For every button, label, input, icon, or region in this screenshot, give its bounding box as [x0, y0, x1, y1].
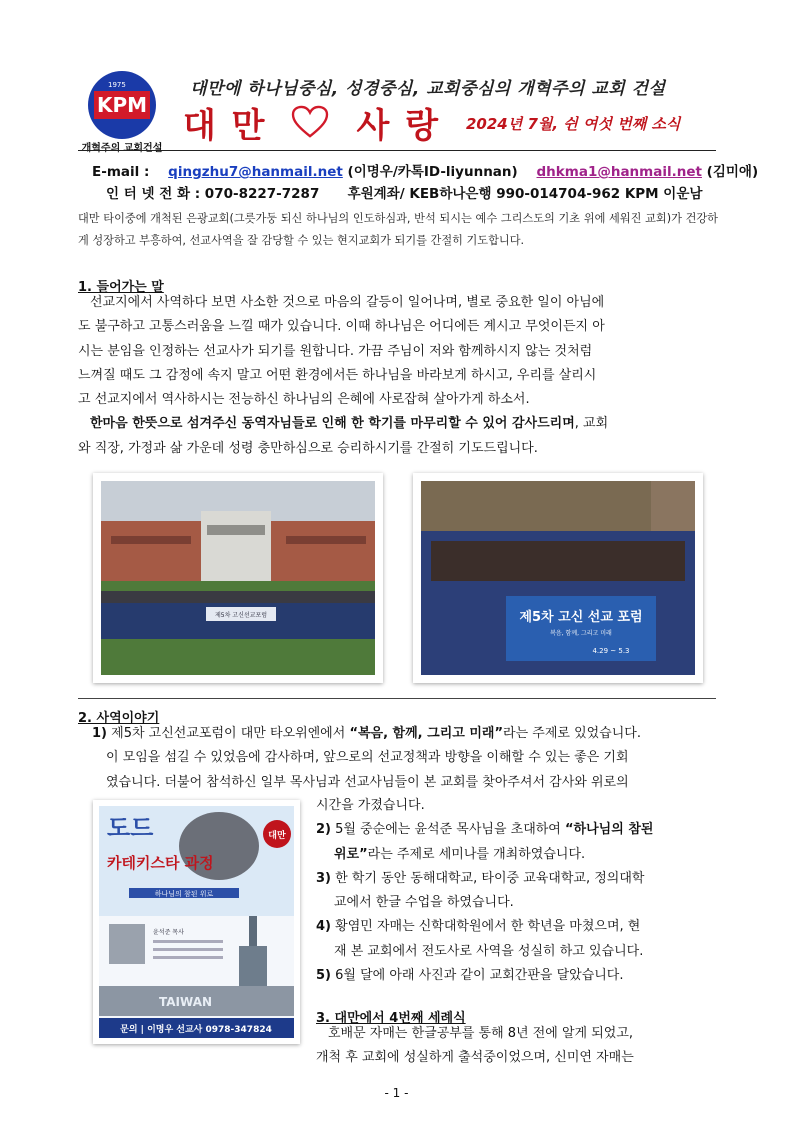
- email-line: [92, 160, 758, 180]
- svg-text:KPM: KPM: [96, 93, 148, 117]
- paragraph-line: 한마음 한뜻으로 섬겨주신 동역자님들로 인해 한 학기를 마무리할 수 있어 감사드리며, 교회: [90, 416, 609, 432]
- paragraph-line: 교에서 한글 수업을 하였습니다.: [334, 895, 514, 911]
- photo-forum-group-indoor: [413, 473, 703, 683]
- svg-text:TAIWAN: TAIWAN: [159, 995, 213, 1009]
- ministry-items-list: [316, 794, 718, 988]
- bold-thanks: 한마음 한뜻으로 섬겨주신 동역자님들로 인해 한 학기를 마무리할 수 있어 감사드리며: [90, 416, 575, 432]
- email-label: E-mail :: [92, 164, 150, 180]
- paragraph-line: 이 모임을 섬길 수 있었음에 감사하며, 앞으로의 선교정책과 방향을 이해할 수 있는 좋은 기회: [106, 750, 629, 766]
- phone-number: 인 터 넷 전 화 : 070-8227-7287: [106, 186, 320, 202]
- svg-text:4.29 ~ 5.3: 4.29 ~ 5.3: [592, 647, 630, 655]
- svg-text:카테키스타 과정: 카테키스타 과정: [107, 854, 214, 872]
- paragraph-line: 고 선교지에서 역사하시는 전능하신 하나님의 은혜에 사로잡혀 살아가게 하소서.: [78, 392, 530, 408]
- catechista-seminar-poster: [93, 800, 300, 1044]
- paragraph-line: 재 본 교회에서 전도사로 사역을 성실히 하고 있습니다.: [334, 943, 644, 959]
- section-heading-intro: 1. 들어가는 말: [78, 280, 164, 295]
- ministry-item-1: [92, 722, 718, 795]
- paragraph-line: 였습니다. 더불어 참석하신 일부 목사님과 선교사님들이 본 교회를 찾아주셔서 감사와 위로의: [106, 774, 629, 790]
- svg-text:복음, 함께, 그리고 미래: 복음, 함께, 그리고 미래: [550, 630, 612, 637]
- section-body-baptism: [316, 1022, 718, 1071]
- paragraph-line: 도 불구하고 고통스러움을 느낄 때가 있습니다. 이때 하나님은 어디에든 계시고 무엇이든지 아: [78, 319, 605, 335]
- newsletter-title: [183, 102, 441, 146]
- section-heading-baptism: 3. 대만에서 4번째 세례식: [316, 1011, 466, 1026]
- prayer-intro: 대만 타이중에 개척된 은광교회(그릇가둥 되신 하나님의 인도하심과, 반석 되시는 예수 그리스도의 기초 위에 세워진 교회)가 건강하게 성장하고 부흥하여, 선교사역을 잘 감당할 수 있는 현지교회가 되기를 간절히 기도합니다.: [78, 212, 718, 247]
- title-left: 대 만: [183, 105, 267, 146]
- heart-icon: [291, 105, 329, 139]
- email-link-1[interactable]: qingzhu7@hanmail.net: [168, 164, 343, 180]
- svg-text:문의 | 이명우 선교사 0978-347824: 문의 | 이명우 선교사 0978-347824: [120, 1025, 272, 1035]
- svg-text:1975: 1975: [108, 81, 126, 89]
- svg-text:대만: 대만: [268, 831, 286, 841]
- paragraph-line: 와 직장, 가정과 삶 가운데 성령 충만하심으로 승리하시기를 간절히 기도드립니다.: [78, 440, 538, 456]
- paragraph-line: 시간을 가졌습니다.: [316, 798, 425, 813]
- issue-info: 2024년 7월, 쉰 여섯 번째 소식: [466, 115, 681, 133]
- title-right: 사 랑: [356, 105, 441, 146]
- ministry-item-3: 3) 한 학기 동안 동해대학교, 타이중 교육대학교, 정의대학: [316, 870, 645, 886]
- paragraph-line: 위로”라는 주제로 세미나를 개최하였습니다.: [334, 846, 586, 862]
- header-divider: [78, 150, 716, 151]
- motto: 대만에 하나님중심, 성경중심, 교회중심의 개혁주의 교회 건설: [190, 79, 666, 99]
- paragraph-line: 시는 분임을 인정하는 선교사가 되기를 원합니다. 가끔 주님이 저와 함께하시지 않는 것처럼: [78, 343, 593, 359]
- email-owner-1: (이명우/카톡ID-liyunnan): [347, 164, 518, 180]
- ministry-item-4: 4) 황염민 자매는 신학대학원에서 한 학년을 마쳤으며, 현: [316, 919, 641, 935]
- section-heading-ministry: 2. 사역이야기: [78, 711, 160, 726]
- email-link-2[interactable]: dhkma1@hanmail.net: [536, 164, 702, 180]
- section-body-intro: [78, 291, 718, 461]
- svg-text:하나님의 참된 위로: 하나님의 참된 위로: [154, 890, 214, 898]
- paragraph-line: 호배문 자매는 한글공부를 통해 8년 전에 알게 되었고,: [328, 1026, 634, 1041]
- phone-account-line: [106, 182, 702, 202]
- paragraph-line: 느껴질 때도 그 감정에 속지 말고 어떤 환경에서든 하나님을 바라보게 하시고, 우리를 살리시: [78, 367, 597, 383]
- svg-text:제5차 고신 선교 포럼: 제5차 고신 선교 포럼: [519, 610, 643, 625]
- paragraph-line: 선교지에서 사역하다 보면 사소한 것으로 마음의 갈등이 일어나며, 별로 중요한 일이 아님에: [90, 295, 605, 310]
- photo-forum-group-outdoor: [93, 473, 383, 683]
- donation-account: 후원계좌/ KEB하나은행 990-014704-962 KPM 이운남: [347, 186, 703, 202]
- section-divider: [78, 698, 716, 699]
- paragraph-line: 1) 제5차 고신선교포럼이 대만 타오위엔에서 “복음, 함께, 그리고 미래”라는 주제로 있었습니다.: [92, 726, 641, 741]
- svg-text:윤석준 목사: 윤석준 목사: [153, 929, 184, 936]
- svg-text:도드: 도드: [107, 814, 154, 842]
- ministry-item-5: 5) 6월 달에 아래 사진과 같이 교회간판을 달았습니다.: [316, 968, 624, 984]
- page-number: - 1 -: [384, 1086, 409, 1100]
- svg-text:개혁주의 교회건설: 개혁주의 교회건설: [81, 143, 163, 153]
- paragraph-line: 개척 후 교회에 성실하게 출석중이었으며, 신미연 자매는: [316, 1050, 634, 1066]
- email-owner-2: (김미애): [706, 164, 759, 180]
- ministry-item-2: 2) 5월 중순에는 윤석준 목사님을 초대하여 “하나님의 참된: [316, 822, 654, 838]
- church-logo: [78, 65, 166, 153]
- svg-text:제5차 고신선교포럼: 제5차 고신선교포럼: [214, 612, 268, 619]
